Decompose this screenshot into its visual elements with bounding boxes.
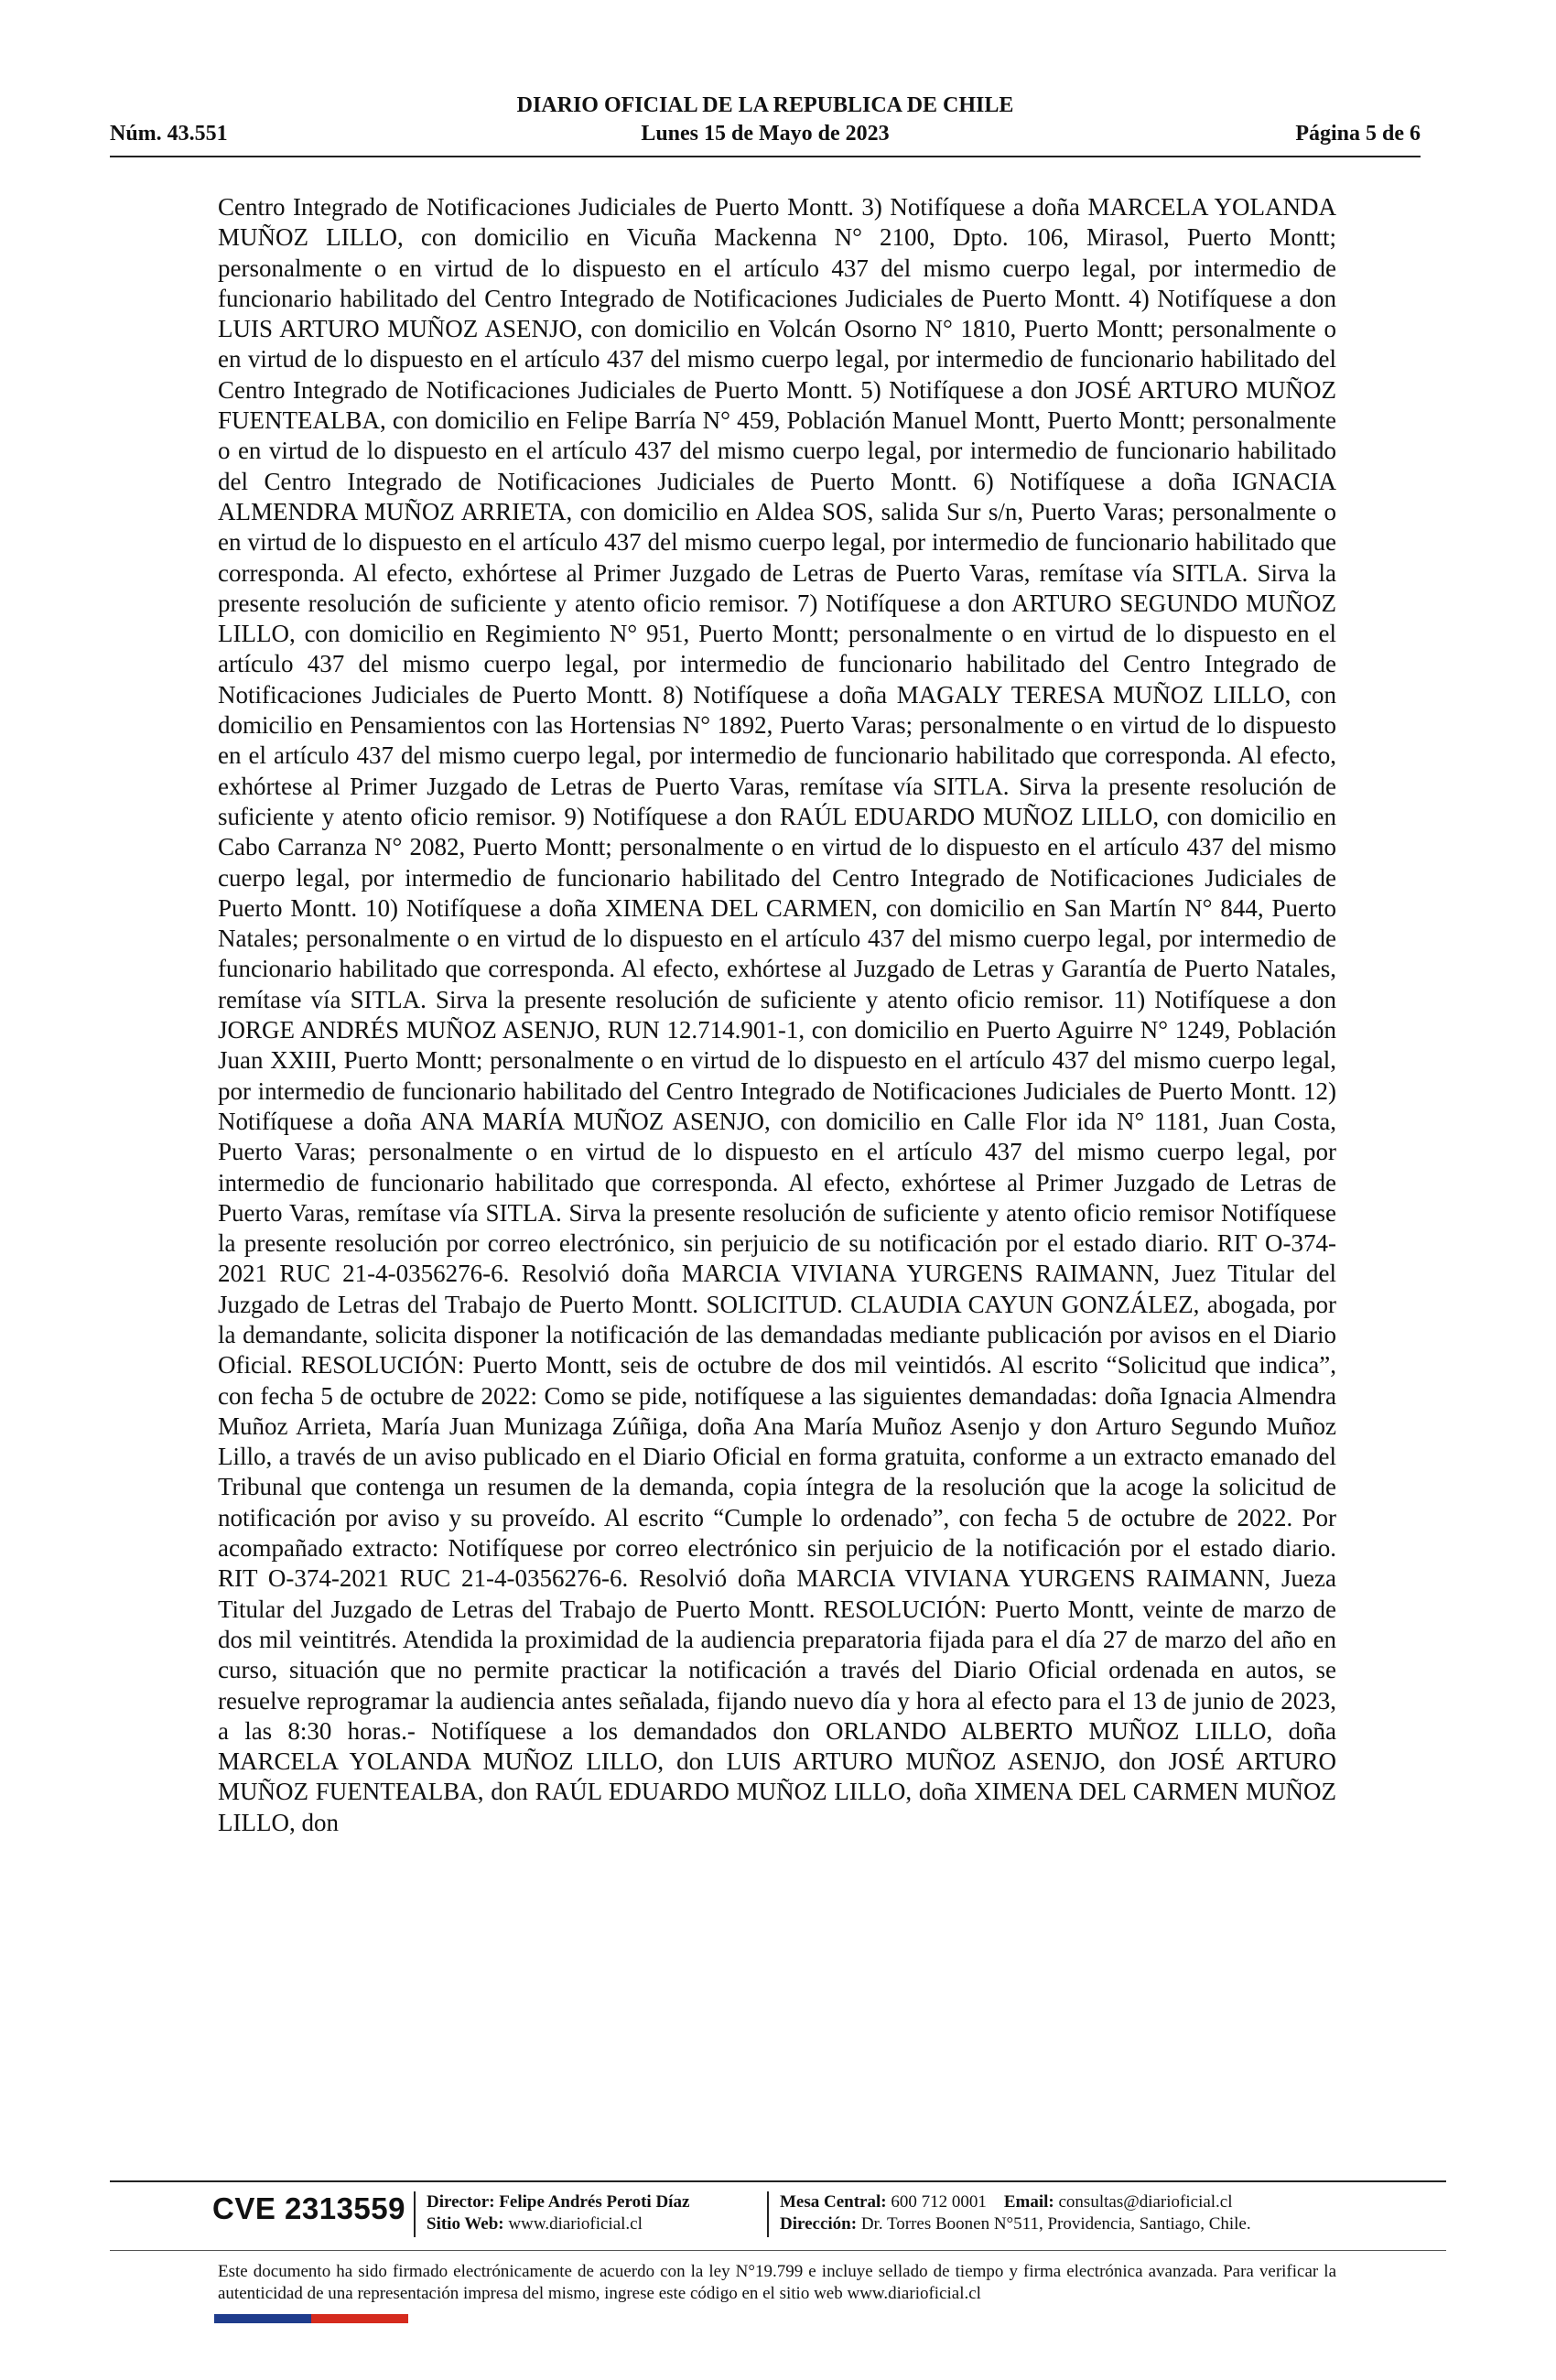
page-number: Página 5 de 6 — [1295, 122, 1421, 146]
page-header — [110, 92, 1421, 150]
email-label: Email: — [1003, 2192, 1054, 2212]
site-label: Sitio Web: — [427, 2214, 504, 2234]
address-label: Dirección: — [780, 2214, 858, 2234]
footer-divider-secondary — [110, 2250, 1446, 2251]
address-text: Dr. Torres Boonen N°511, Providencia, Santiago, Chile. — [860, 2214, 1251, 2234]
footer-contact-block — [780, 2191, 1251, 2235]
email-link[interactable]: consultas@diarioficial.cl — [1058, 2192, 1233, 2212]
issue-date: Lunes 15 de Mayo de 2023 — [641, 122, 890, 146]
footer-separator — [767, 2191, 769, 2237]
legal-notice: Este documento ha sido firmado electrónicamente de acuerdo con la ley N°19.799 e incluye sellado de tiempo y firma electrónica avanzada. Para verificar la autenticidad de una representación impresa del mismo, ingrese este código en el sitio web www.diarioficial.cl — [218, 2262, 1336, 2303]
body-text: Centro Integrado de Notificaciones Judiciales de Puerto Montt. 3) Notifíquese a doña MARCELA YOLANDA MUÑOZ LILLO, con domicilio en Vicuña Mackenna N° 2100, Dpto. 106, Mirasol, Puerto Montt; personalmente o en virtud de lo dispuesto en el artículo 437 del mismo cuerpo legal, por intermedio de funcionario habilitado del Centro Integrado de Notificaciones Judiciales de Puerto Montt. 4) Notifíquese a don LUIS ARTURO MUÑOZ ASENJO, con domicilio en Volcán Osorno N° 1810, Puerto Montt; personalmente o en virtud de lo dispuesto en el artículo 437 del mismo cuerpo legal, por intermedio de funcionario habilitado del Centro Integrado de Notificaciones Judiciales de Puerto Montt. 5) Notifíquese a don JOSÉ ARTURO MUÑOZ FUENTEALBA, con domicilio en Felipe Barría N° 459, Población Manuel Montt, Puerto Montt; personalmente o en virtud de lo dispuesto en el artículo 437 del mismo cuerpo legal, por intermedio de funcionario habilitado del Centro Integrado de Notificaciones Judiciales de Puerto Montt. 6) Notifíquese a doña IGNACIA ALMENDRA MUÑOZ ARRIETA, con domicilio en Aldea SOS, salida Sur s/n, Puerto Varas; personalmente o en virtud de lo dispuesto en el artículo 437 del mismo cuerpo legal, por intermedio de funcionario habilitado que corresponda. Al efecto, exhórtese al Primer Juzgado de Letras de Puerto Varas, remítase vía SITLA. Sirva la presente resolución de suficiente y atento oficio remisor. 7) Notifíquese a don ARTURO SEGUNDO MUÑOZ LILLO, con domicilio en Regimiento N° 951, Puerto Montt; personalmente o en virtud de lo dispuesto en el artículo 437 del mismo cuerpo legal, por intermedio de funcionario habilitado del Centro Integrado de Notificaciones Judiciales de Puerto Montt. 8) Notifíquese a doña MAGALY TERESA MUÑOZ LILLO, con domicilio en Pensamientos con las Hortensias N° 1892, Puerto Varas; personalmente o en virtud de lo dispuesto en el artículo 437 del mismo cuerpo legal, por intermedio de funcionario habilitado que corresponda. Al efecto, exhórtese al Primer Juzgado de Letras de Puerto Varas, remítase vía SITLA. Sirva la presente resolución de suficiente y atento oficio remisor. 9) Notifíquese a don RAÚL EDUARDO MUÑOZ LILLO, con domicilio en Cabo Carranza N° 2082, Puerto Montt; personalmente o en virtud de lo dispuesto en el artículo 437 del mismo cuerpo legal, por intermedio de funcionario habilitado del Centro Integrado de Notificaciones Judiciales de Puerto Montt. 10) Notifíquese a doña XIMENA DEL CARMEN, con domicilio en San Martín N° 844, Puerto Natales; personalmente o en virtud de lo dispuesto en el artículo 437 del mismo cuerpo legal, por intermedio de funcionario habilitado que corresponda. Al efecto, exhórtese al Juzgado de Letras y Garantía de Puerto Natales, remítase vía SITLA. Sirva la presente resolución de suficiente y atento oficio remisor. 11) Notifíquese a don JORGE ANDRÉS MUÑOZ ASENJO, RUN 12.714.901-1, con domicilio en Puerto Aguirre N° 1249, Población Juan XXIII, Puerto Montt; personalmente o en virtud de lo dispuesto en el artículo 437 del mismo cuerpo legal, por intermedio de funcionario habilitado del Centro Integrado de Notificaciones Judiciales de Puerto Montt. 12) Notifíquese a doña ANA MARÍA MUÑOZ ASENJO, con domicilio en Calle Flor ida N° 1181, Juan Costa, Puerto Varas; personalmente o en virtud de lo dispuesto en el artículo 437 del mismo cuerpo legal, por intermedio de funcionario habilitado que corresponda. Al efecto, exhórtese al Primer Juzgado de Letras de Puerto Varas, remítase vía SITLA. Sirva la presente resolución de suficiente y atento oficio remisor Notifíquese la presente resolución por correo electrónico, sin perjuicio de su notificación por el estado diario. RIT O-374-2021 RUC 21-4-0356276-6. Resolvió doña MARCIA VIVIANA YURGENS RAIMANN, Juez Titular del Juzgado de Letras del Trabajo de Puerto Montt. SOLICITUD. CLAUDIA CAYUN GONZÁLEZ, abogada, por la demandante, solicita disponer la notificación de las demandadas mediante publicación por avisos en el Diario Oficial. RESOLUCIÓN: Puerto Montt, seis de octubre de dos mil veintidós. Al escrito “Solicitud que indica”, con fecha 5 de octubre de 2022: Como se pide, notifíquese a las siguientes demandadas: doña Ignacia Almendra Muñoz Arrieta, María Juan Munizaga Zúñiga, doña Ana María Muñoz Asenjo y don Arturo Segundo Muñoz Lillo, a través de un aviso publicado en el Diario Oficial en forma gratuita, conforme a un extracto emanado del Tribunal que contenga un resumen de la demanda, copia íntegra de la resolución que la acoge la solicitud de notificación por aviso y su proveído. Al escrito “Cumple lo ordenado”, con fecha 5 de octubre de 2022. Por acompañado extracto: Notifíquese por correo electrónico sin perjuicio de la notificación por el estado diario. RIT O-374-2021 RUC 21-4-0356276-6. Resolvió doña MARCIA VIVIANA YURGENS RAIMANN, Jueza Titular del Juzgado de Letras del Trabajo de Puerto Montt. RESOLUCIÓN: Puerto Montt, veinte de marzo de dos mil veintitrés. Atendida la proximidad de la audiencia preparatoria fijada para el día 27 de marzo del año en curso, situación que no permite practicar la notificación a través del Diario Oficial ordenada en autos, se resuelve reprogramar la audiencia antes señalada, fijando nuevo día y hora al efecto para el 13 de junio de 2023, a las 8:30 horas.- Notifíquese a los demandados don ORLANDO ALBERTO MUÑOZ LILLO, doña MARCELA YOLANDA MUÑOZ LILLO, don LUIS ARTURO MUÑOZ ASENJO, don JOSÉ ARTURO MUÑOZ FUENTEALBA, don RAÚL EDUARDO MUÑOZ LILLO, doña XIMENA DEL CARMEN MUÑOZ LILLO, don — [218, 193, 1336, 1836]
footer-separator — [414, 2191, 416, 2237]
chile-flag-stripe — [214, 2314, 408, 2323]
flag-blue-stripe — [214, 2314, 311, 2323]
cve-code: CVE 2313559 — [212, 2191, 405, 2225]
header-divider — [110, 156, 1421, 157]
flag-red-stripe — [311, 2314, 408, 2323]
director-name: Felipe Andrés Peroti Díaz — [499, 2192, 690, 2212]
issue-number: Núm. 43.551 — [110, 122, 228, 146]
footer-divider — [110, 2180, 1446, 2182]
publication-title: DIARIO OFICIAL DE LA REPUBLICA DE CHILE — [516, 93, 1014, 117]
phone-label: Mesa Central: — [780, 2192, 887, 2212]
footer-director-block — [427, 2191, 689, 2235]
site-link[interactable]: www.diarioficial.cl — [508, 2214, 643, 2234]
director-label: Director: — [427, 2192, 495, 2212]
phone-number: 600 712 0001 — [891, 2192, 987, 2212]
